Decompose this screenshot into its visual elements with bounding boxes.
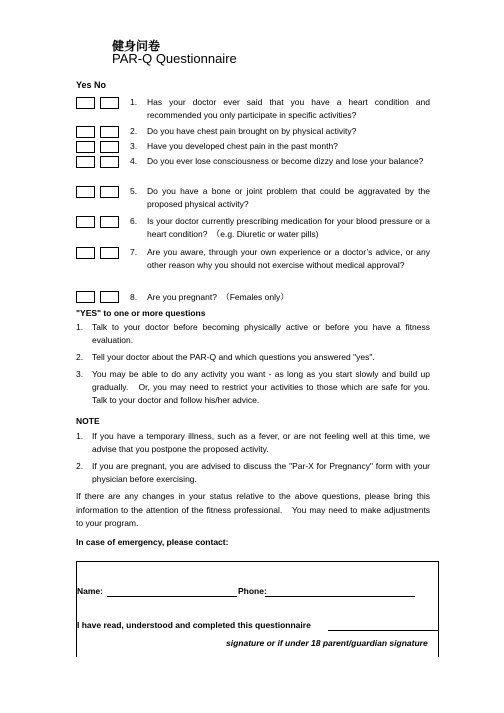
yes-checkbox-5[interactable] [76,186,95,198]
yes-section-heading: "YES" to one or more questions [76,308,206,318]
question-1 [76,96,430,122]
question-number: 1. [130,97,138,107]
no-checkbox-8[interactable] [100,291,119,303]
changes-paragraph: If there are any changes in your status relative to the above questions, please bring this information to the attention of the fitness professional. You may need to make adjustments to your program. [76,491,430,528]
no-checkbox-2[interactable] [100,126,119,138]
question-text: Do you have chest pain brought on by physical activity? [147,126,357,136]
question-number: 8. [130,292,138,302]
phone-input-line[interactable] [265,596,415,597]
emergency-heading: In case of emergency, please contact: [76,537,229,547]
question-text: Are you aware, through your own experience or a doctor’s advice, or any other reason why you should not exercise without medical approval? [147,247,430,270]
title-english: PAR-Q Questionnaire [112,51,237,66]
no-checkbox-5[interactable] [100,186,119,198]
question-text: Is your doctor currently prescribing medication for your blood pressure or a heart condition? （e.g. Diuretic or water pills) [147,216,430,239]
item-text: Tell your doctor about the PAR-Q and which questions you answered "yes". [92,352,375,362]
question-text: Has your doctor ever said that you have a heart condition and recommended you only participate in specific activities? [147,97,430,120]
question-8 [76,291,430,304]
question-number: 6. [130,216,138,226]
no-checkbox-4[interactable] [100,156,119,168]
item-text: You may be able to do any activity you want - as long as you start slowly and build up gradually. Or, you may need to restrict your activities to those which are safe for you. Talk to your doctor and follow his/her advice. [92,369,430,405]
no-checkbox-3[interactable] [100,141,119,153]
item-number: 3. [76,369,84,379]
yes-checkbox-3[interactable] [76,141,95,153]
signature-caption: signature or if under 18 parent/guardian signature [226,638,428,648]
item-text: If you have a temporary illness, such as a fever, or are not feeling well at this time, we advise that you postpone the proposed activity. [92,431,430,454]
question-text: Do you ever lose consciousness or become dizzy and lose your balance? [147,156,424,166]
question-text: Do you have a bone or joint problem that could be aggravated by the proposed physical activity? [147,186,430,209]
question-2 [76,125,430,138]
signature-input-line[interactable] [328,630,438,631]
note-heading: NOTE [76,416,100,426]
question-4 [76,155,430,181]
yes-checkbox-1[interactable] [76,97,95,109]
question-number: 4. [130,156,138,166]
question-number: 2. [130,126,138,136]
question-7 [76,246,430,285]
no-checkbox-6[interactable] [100,216,119,228]
question-number: 5. [130,186,138,196]
question-text: Have you developed chest pain in the past month? [147,141,338,151]
item-text: Talk to your doctor before becoming physically active or before you have a fitness evaluation. [92,322,430,345]
question-6 [76,215,430,241]
yes-no-header: Yes No [76,80,107,90]
name-label: Name: [77,586,103,596]
yes-checkbox-2[interactable] [76,126,95,138]
read-statement: I have read, understood and completed this questionnaire [77,620,311,630]
question-3 [76,140,430,153]
question-number: 3. [130,141,138,151]
question-text: Are you pregnant? （Females only） [147,292,289,302]
no-checkbox-1[interactable] [100,97,119,109]
question-number: 7. [130,247,138,257]
item-number: 1. [76,431,84,441]
item-number: 1. [76,322,84,332]
item-number: 2. [76,352,84,362]
yes-checkbox-6[interactable] [76,216,95,228]
title-chinese: 健身问卷 [112,39,161,53]
item-number: 2. [76,461,84,471]
phone-label: Phone: [238,586,267,596]
yes-checkbox-4[interactable] [76,156,95,168]
question-5 [76,185,430,211]
item-text: If you are pregnant, you are advised to discuss the "Par-X for Pregnancy" form with your physician before exercising. [92,461,430,484]
no-checkbox-7[interactable] [100,247,119,259]
yes-checkbox-8[interactable] [76,291,95,303]
name-input-line[interactable] [107,596,237,597]
yes-checkbox-7[interactable] [76,247,95,259]
